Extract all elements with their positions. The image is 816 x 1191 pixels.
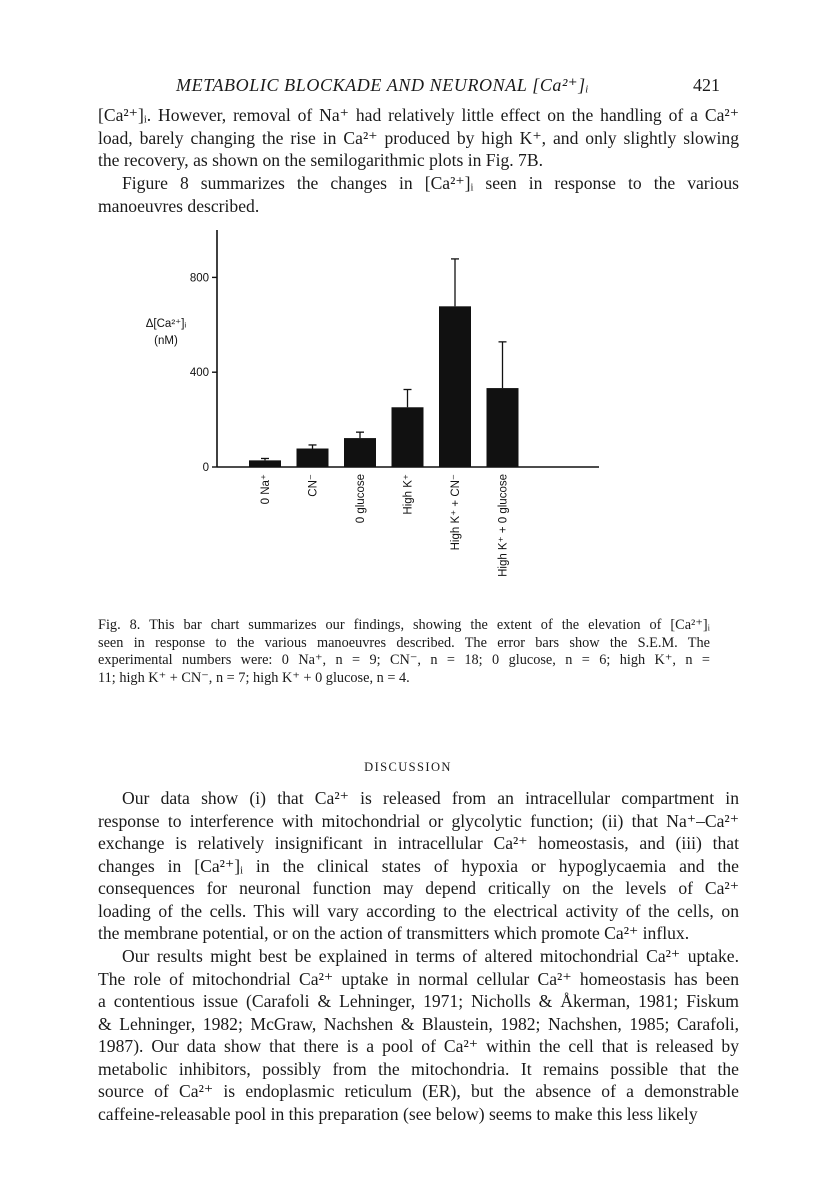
x-tick-label: 0 Na⁺ — [260, 474, 272, 505]
y-tick-label: 800 — [189, 272, 209, 285]
y-label-line2: (nM) — [154, 335, 178, 347]
page-number: 421 — [693, 75, 720, 95]
bar-chart — [0, 220, 816, 620]
x-tick-label: High K⁺ — [402, 474, 415, 515]
figure-caption — [98, 617, 710, 687]
y-tick-label: 0 — [202, 462, 209, 474]
x-tick-label: 0 glucose — [355, 474, 367, 524]
text-line: load, barely changing the rise in Ca²⁺ produced by high K⁺, and only slightly slowing — [98, 127, 739, 148]
bar — [344, 438, 376, 467]
text-line: Our results might best be explained in terms of altered mitochondrial Ca²⁺ uptake. — [122, 946, 739, 966]
text-line: the membrane potential, or on the action of transmitters which promote Ca²⁺ influx. — [98, 923, 690, 943]
text-line: response to interference with mitochondrial or glycolytic function; (ii) that Na⁺–Ca²⁺ — [98, 810, 739, 831]
x-tick-label: High K⁺ + CN⁻ — [450, 474, 462, 551]
x-tick-label: CN⁻ — [307, 474, 320, 497]
x-tick-labels — [260, 474, 510, 577]
caption-line: Fig. 8. This bar chart summarizes our findings, showing the extent of the elevation of [Ca²⁺]ᵢ — [98, 617, 710, 633]
caption-line: experimental numbers were: 0 Na⁺, n = 9; CN⁻, n = 18; 0 glucose, n = 6; high K⁺, n = — [98, 652, 710, 669]
paragraph-figure-summary — [98, 172, 739, 217]
paragraph-intro — [98, 104, 739, 172]
caption-line: seen in response to the various manoeuvres described. The error bars show the S.E.M. The — [98, 634, 710, 651]
bar — [439, 306, 471, 467]
y-ticks — [190, 272, 217, 474]
text-line: The role of mitochondrial Ca²⁺ uptake in normal cellular Ca²⁺ homeostasis has been — [98, 968, 739, 989]
text-line: the recovery, as shown on the semilogarithmic plots in Fig. 7B. — [98, 150, 543, 170]
paragraph-discussion-2 — [98, 945, 739, 1125]
text-line: loading of the cells. This will vary according to the electrical activity of the cells, on — [98, 900, 739, 921]
text-line: source of Ca²⁺ is endoplasmic reticulum (ER), but the absence of a demonstrable — [98, 1081, 739, 1101]
figure-8 — [0, 220, 816, 620]
section-heading: DISCUSSION — [364, 760, 452, 774]
x-tick-label: High K⁺ + 0 glucose — [497, 474, 510, 577]
text-line: [Ca²⁺]ᵢ. However, removal of Na⁺ had relatively little effect on the handling of a Ca²⁺ — [98, 105, 739, 125]
text-line: & Lehninger, 1982; McGraw, Nachshen & Blaustein, 1982; Nachshen, 1985; Carafoli, — [98, 1013, 739, 1034]
bar — [249, 460, 281, 467]
text-line: manoeuvres described. — [98, 195, 260, 216]
text-line: 1987). Our data show that there is a pool of Ca²⁺ within the cell that is released by — [98, 1036, 739, 1056]
y-tick-label: 400 — [189, 367, 209, 380]
text-line: Figure 8 summarizes the changes in [Ca²⁺]ᵢ seen in response to the various — [122, 173, 739, 193]
text-line: Our data show (i) that Ca²⁺ is released from an intracellular compartment in — [122, 788, 739, 808]
bar — [297, 449, 329, 467]
paragraph-discussion-1 — [98, 787, 739, 945]
text-line: a contentious issue (Carafoli & Lehninger, 1971; Nicholls & Åkerman, 1981; Fiskum — [98, 991, 739, 1011]
bars — [249, 306, 519, 467]
caption-line: 11; high K⁺ + CN⁻, n = 7; high K⁺ + 0 glucose, n = 4. — [98, 669, 410, 686]
bar — [487, 388, 519, 467]
text-line: exchange is relatively insignificant in intracellular Ca²⁺ homeostasis, and (iii) that — [98, 833, 739, 853]
text-line: caffeine-releasable pool in this preparation (see below) seems to make this less likely — [98, 1103, 698, 1124]
bar — [392, 407, 424, 467]
text-line: metabolic inhibitors, possibly from the mitochondria. It remains possible that the — [98, 1058, 739, 1079]
y-label-line1: Δ[Ca²⁺]ᵢ — [145, 318, 187, 330]
running-head — [98, 75, 720, 99]
y-axis-label — [146, 318, 187, 347]
running-title: METABOLIC BLOCKADE AND NEURONAL [Ca²⁺]ᵢ — [176, 75, 590, 95]
text-line: consequences for neuronal function may depend critically on the levels of Ca²⁺ — [98, 878, 739, 898]
text-line: changes in [Ca²⁺]ᵢ in the clinical states of hypoxia or hypoglycaemia and the — [98, 855, 739, 876]
